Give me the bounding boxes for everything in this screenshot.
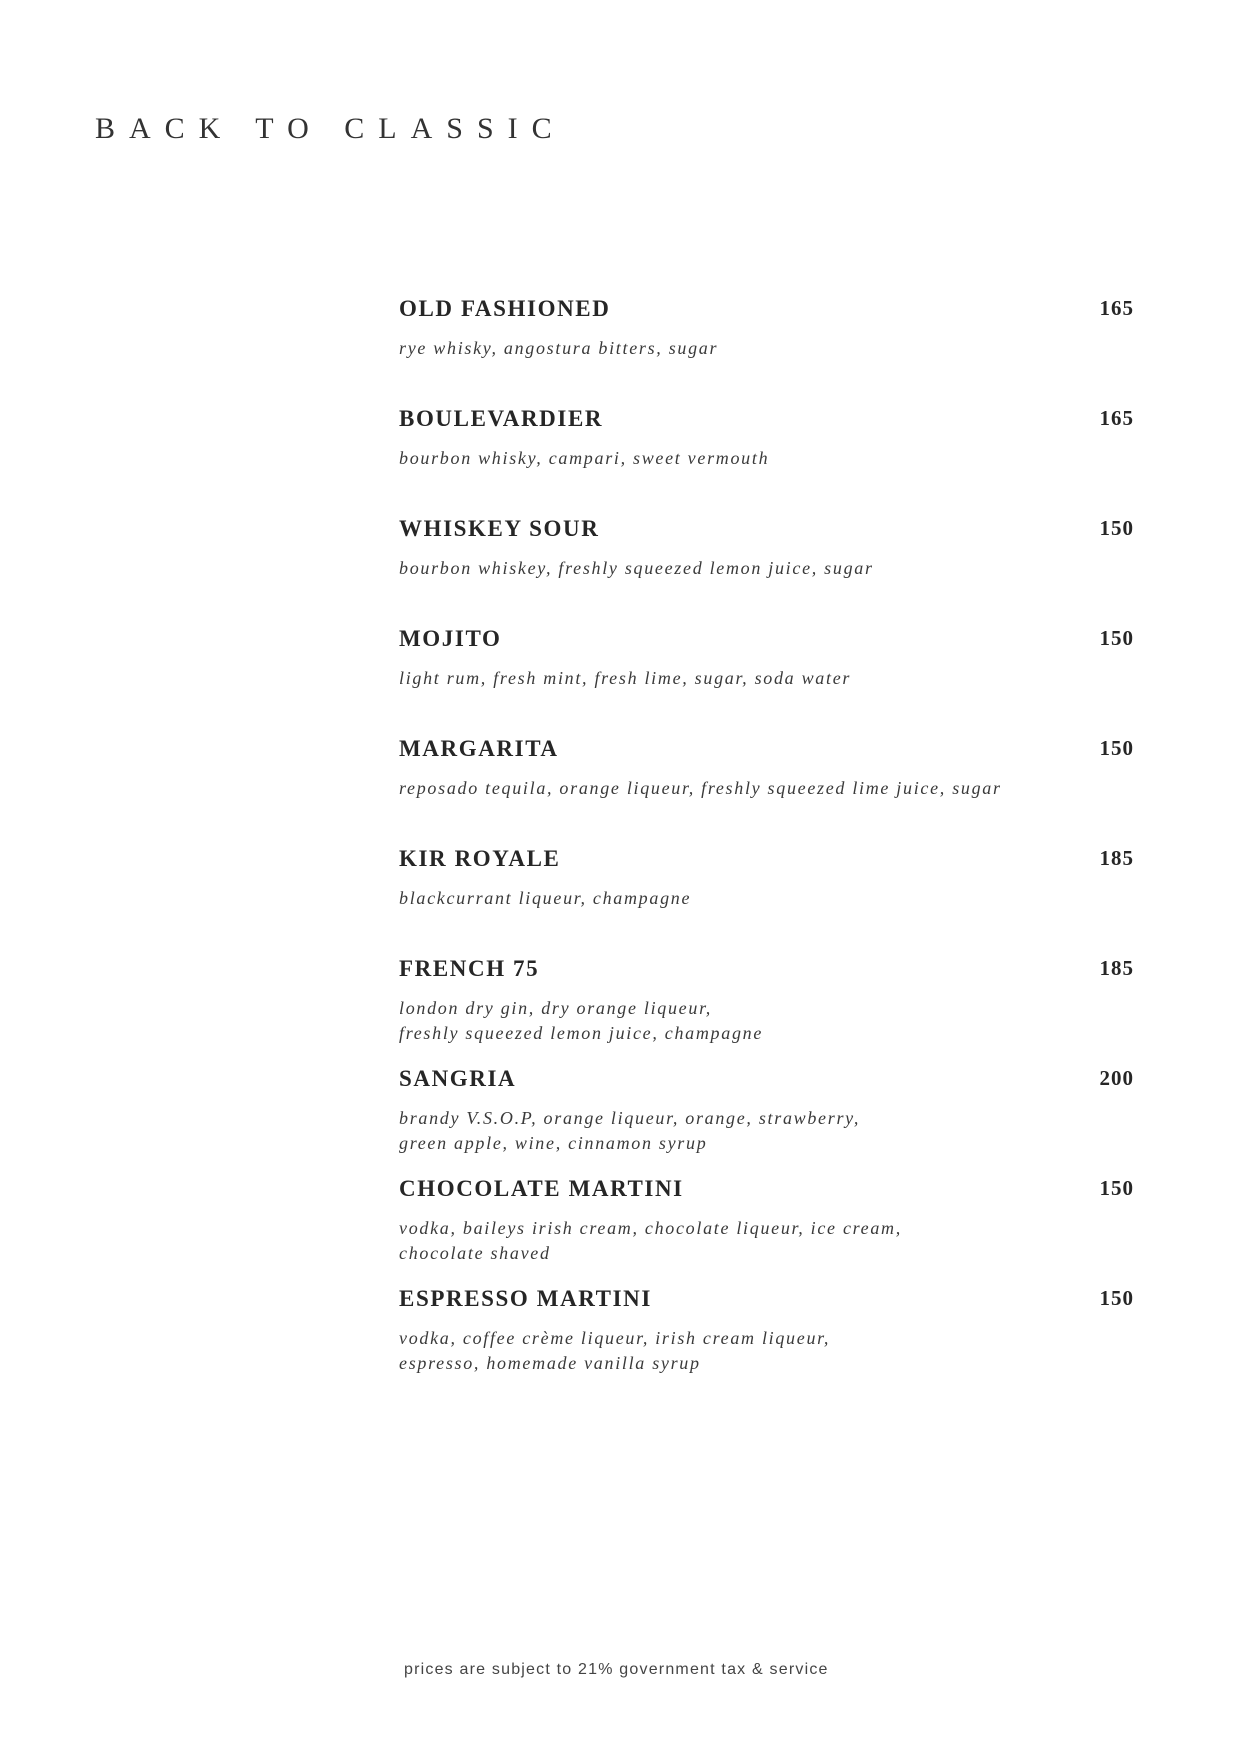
item-name: WHISKEY SOUR <box>399 516 600 541</box>
item-price: 200 <box>1099 1066 1134 1090</box>
description-line: rye whisky, angostura bitters, sugar <box>399 338 719 358</box>
item-price: 150 <box>1099 516 1134 540</box>
item-description <box>399 996 1019 1046</box>
item-name: OLD FASHIONED <box>399 296 611 321</box>
description-line: bourbon whisky, campari, sweet vermouth <box>399 448 770 468</box>
menu-item <box>399 956 1134 1066</box>
description-line: vodka, coffee crème liqueur, irish cream liqueur, <box>399 1328 831 1348</box>
description-line: reposado tequila, orange liqueur, freshly squeezed lime juice, sugar <box>399 778 1002 798</box>
item-price: 185 <box>1099 846 1134 870</box>
item-price: 165 <box>1099 406 1134 430</box>
item-name: MARGARITA <box>399 736 559 761</box>
item-description <box>399 776 1019 801</box>
menu-item <box>399 1286 1134 1396</box>
item-description <box>399 1326 1019 1376</box>
description-line: london dry gin, dry orange liqueur, <box>399 998 712 1018</box>
menu-item <box>399 846 1134 956</box>
description-line: green apple, wine, cinnamon syrup <box>399 1133 708 1153</box>
description-line: blackcurrant liqueur, champagne <box>399 888 692 908</box>
item-price: 150 <box>1099 1176 1134 1200</box>
description-line: freshly squeezed lemon juice, champagne <box>399 1023 764 1043</box>
menu-item <box>399 1066 1134 1176</box>
description-line: vodka, baileys irish cream, chocolate liqueur, ice cream, <box>399 1218 902 1238</box>
menu-item <box>399 626 1134 736</box>
menu-item <box>399 736 1134 846</box>
description-line: bourbon whiskey, freshly squeezed lemon juice, sugar <box>399 558 874 578</box>
description-line: espresso, homemade vanilla syrup <box>399 1353 701 1373</box>
item-name: BOULEVARDIER <box>399 406 604 431</box>
item-price: 150 <box>1099 736 1134 760</box>
item-description <box>399 446 1019 471</box>
item-description <box>399 1106 1019 1156</box>
description-line: brandy V.S.O.P, orange liqueur, orange, strawberry, <box>399 1108 861 1128</box>
item-description <box>399 336 1019 361</box>
item-name: CHOCOLATE MARTINI <box>399 1176 684 1201</box>
menu-item <box>399 516 1134 626</box>
item-name: MOJITO <box>399 626 502 651</box>
item-price: 150 <box>1099 1286 1134 1310</box>
item-description <box>399 556 1019 581</box>
item-description <box>399 1216 1019 1266</box>
footer-note: prices are subject to 21% government tax & service <box>404 1661 829 1678</box>
menu-item <box>399 1176 1134 1286</box>
item-price: 165 <box>1099 296 1134 320</box>
menu-item <box>399 406 1134 516</box>
item-name: ESPRESSO MARTINI <box>399 1286 652 1311</box>
item-description <box>399 666 1019 691</box>
item-name: FRENCH 75 <box>399 956 540 981</box>
description-line: light rum, fresh mint, fresh lime, sugar, soda water <box>399 668 852 688</box>
page-title: BACK TO CLASSIC <box>95 112 566 145</box>
item-name: KIR ROYALE <box>399 846 561 871</box>
description-line: chocolate shaved <box>399 1243 551 1263</box>
item-price: 185 <box>1099 956 1134 980</box>
menu-list <box>399 296 1134 1396</box>
item-description <box>399 886 1019 911</box>
item-name: SANGRIA <box>399 1066 517 1091</box>
item-price: 150 <box>1099 626 1134 650</box>
menu-item <box>399 296 1134 406</box>
